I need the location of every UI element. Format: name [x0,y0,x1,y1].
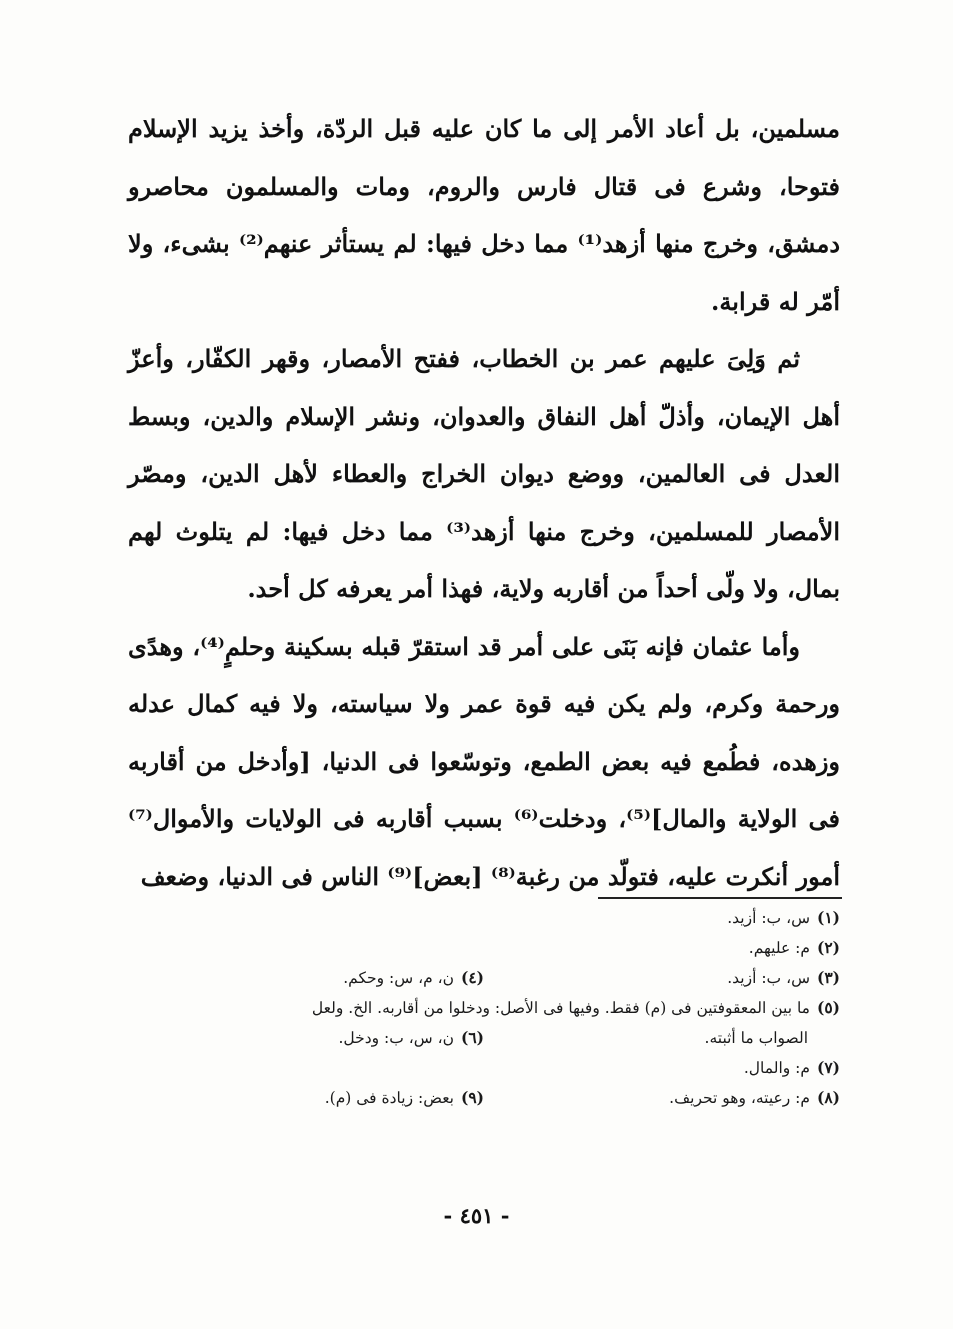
footnote-text: م: رعيته، وهو تحريف. [669,1089,810,1107]
footnote-6 [338,1023,484,1053]
footnote-number: (١) [816,908,840,927]
footnote-3 [727,963,840,993]
footnote-row [128,993,840,1023]
footnote-number: (٦) [460,1028,484,1047]
footnote-1 [727,903,840,933]
footnote-number: (٧) [816,1058,840,1077]
footnote-text: س، ب: أزيد. [727,909,810,927]
page-number: - ٤٥١ - [443,1203,510,1228]
paragraph-uthman: وأما عثمان فإنه بَنَى على أمر قد استقرّ قبله بسكينة وحلمٍ⁽⁴⁾، وهدًى ورحمة وكرم، ولم يكن فيه قوة عمر ولا سياسته، ولا فيه كمال عدله وزهده، فطُمع فيه بعض الطمع، وتوسّعوا فى الدنيا، [وأدخل من أقاربه فى الولاية والمال]⁽⁵⁾، ودخلت⁽⁶⁾ بسبب أقاربه فى الولايات والأموال⁽⁷⁾ أمور أنكرت عليه، فتولّد من رغبة⁽⁸⁾ [بعض]⁽⁹⁾ الناس فى الدنيا، وضعف [128,631,841,891]
footnote-number: (٥) [816,998,840,1017]
paragraph-umar: ثم وَلِىَ عليهم عمر بن الخطاب، ففتح الأمصار، وقهر الكفّار، وأعزّ أهل الإيمان، وأذلّ أهل النفاق والعدوان، ونشر الإسلام والدين، وبسط العدل فى العالمين، ووضع ديوان الخراج والعطاء لأهل الدين، ومصّر الأمصار للمسلمين، وخرج منها أزهد⁽³⁾ مما دخل فيها: لم يتلوث لهم بمال، ولا ولّى أحداً من أقاربه ولاية، فهذا أمر يعرفه كل أحد. [128,344,841,603]
footnote-text: م: والمال. [743,1059,810,1077]
footnote-text: س، ب: أزيد. [727,969,810,987]
footnote-row [128,1053,840,1083]
footnote-number: (٣) [816,968,840,987]
footnote-8 [669,1083,840,1113]
footnote-number: (٤) [460,968,484,987]
footnote-row [128,1023,840,1053]
main-text [128,100,840,905]
footnote-divider [598,897,842,899]
footnote-row [128,903,840,933]
footnote-5-continuation [705,1023,840,1053]
footnote-number: (٢) [816,938,840,957]
paragraph-abu-bakr: مسلمين، بل أعاد الأمر إلى ما كان عليه قبل الردّة، وأخذ يزيد الإسلام فتوحا، وشرع فى قتال فارس والروم، ومات والمسلمون محاصرو دمشق، وخرج منها أزهد⁽¹⁾ مما دخل فيها: لم يستأثر عنهم⁽²⁾ بشىء، ولا أمّر له قرابة. [128,114,841,316]
footnote-5 [312,993,840,1023]
footnotes [128,903,840,1113]
footnote-7 [744,1053,840,1083]
footnote-row [128,963,840,993]
footnote-9 [325,1083,484,1113]
footnote-row [128,933,840,963]
footnote-number: (٨) [816,1088,840,1107]
footnote-2 [749,933,840,963]
footnote-number: (٩) [460,1088,484,1107]
footnote-text: ما بين المعقوفتين فى (م) فقط. وفيها فى الأصل: ودخلوا من أقاربه. الخ. ولعل [311,999,810,1017]
footnote-text: ن، م، س: وحكم. [343,969,454,987]
footnote-row [128,1083,840,1113]
footnote-4 [343,963,484,993]
footnote-text: الصواب ما أثبته. [704,1029,808,1047]
footnote-text: م: عليهم. [748,939,810,957]
footnote-text: ن، س، ب: ودخل. [338,1029,454,1047]
footnote-text: بعض: زيادة فى (م). [324,1089,454,1107]
